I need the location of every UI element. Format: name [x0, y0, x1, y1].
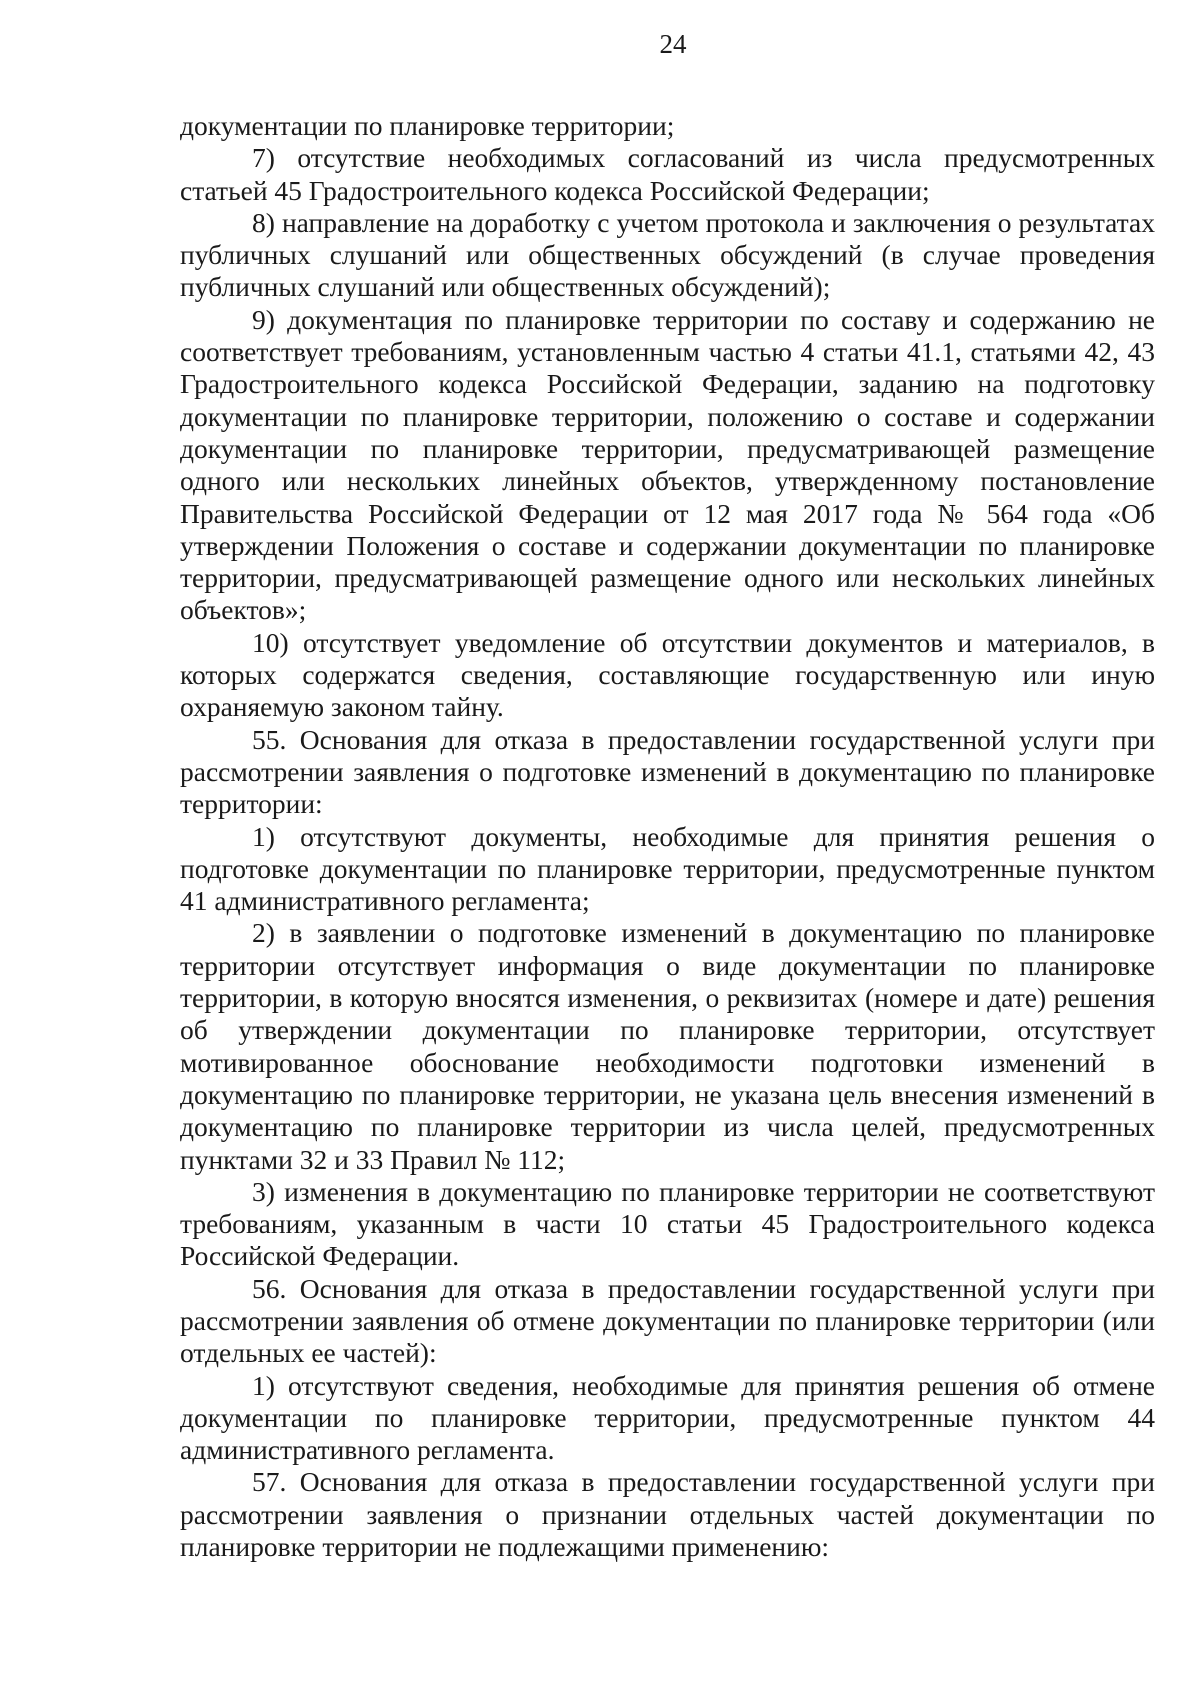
paragraph: 3) изменения в документацию по планировке территории не соответствуют требованиям, указанным в части 10 статьи 45 Градостроительного кодекса Российской Федерации.: [180, 1175, 1155, 1272]
paragraph: 55. Основания для отказа в предоставлении государственной услуги при рассмотрении заявления о подготовке изменений в документацию по планировке территории:: [180, 723, 1155, 820]
paragraph: 9) документация по планировке территории по составу и содержанию не соответствует требованиям, установленным частью 4 статьи 41.1, статьями 42, 43 Градостроительного кодекса Российской Федерации, заданию на подготовку документации по планировке территории, положению о составе и содержании документации по планировке территории, предусматривающей размещение одного или нескольких линейных объектов, утвержденному постановление Правительства Российской Федерации от 12 мая 2017 года № 564 года «Об утверждении Положения о составе и содержании документации по планировке территории, предусматривающей размещение одного или нескольких линейных объектов»;: [180, 303, 1155, 626]
paragraph: 8) направление на доработку с учетом протокола и заключения о результатах публичных слушаний или общественных обсуждений (в случае проведения публичных слушаний или общественных обсуждений);: [180, 206, 1155, 303]
paragraph: 7) отсутствие необходимых согласований из числа предусмотренных статьей 45 Градостроительного кодекса Российской Федерации;: [180, 142, 1155, 206]
paragraph: 1) отсутствуют документы, необходимые для принятия решения о подготовке документации по планировке территории, предусмотренные пунктом 41 административного регламента;: [180, 820, 1155, 917]
paragraph: 1) отсутствуют сведения, необходимые для принятия решения об отмене документации по планировке территории, предусмотренные пунктом 44 административного регламента.: [180, 1369, 1155, 1466]
body-text: [180, 110, 1155, 1563]
paragraph: 2) в заявлении о подготовке изменений в документацию по планировке территории отсутствует информация о виде документации по планировке территории, в которую вносятся изменения, о реквизитах (номере и дате) решения об утверждении документации по планировке территории, отсутствует мотивированное обоснование необходимости подготовки изменений в документацию по планировке территории, не указана цель внесения изменений в документацию по планировке территории из числа целей, предусмотренных пунктами 32 и 33 Правил № 112;: [180, 917, 1155, 1175]
page-number: 24: [659, 29, 687, 59]
paragraph: 10) отсутствует уведомление об отсутствии документов и материалов, в которых содержатся сведения, составляющие государственную или иную охраняемую законом тайну.: [180, 626, 1155, 723]
paragraph: документации по планировке территории;: [180, 110, 675, 141]
paragraph: 57. Основания для отказа в предоставлении государственной услуги при рассмотрении заявления о признании отдельных частей документации по планировке территории не подлежащими применению:: [180, 1466, 1155, 1563]
paragraph: 56. Основания для отказа в предоставлении государственной услуги при рассмотрении заявления об отмене документации по планировке территории (или отдельных ее частей):: [180, 1272, 1155, 1369]
